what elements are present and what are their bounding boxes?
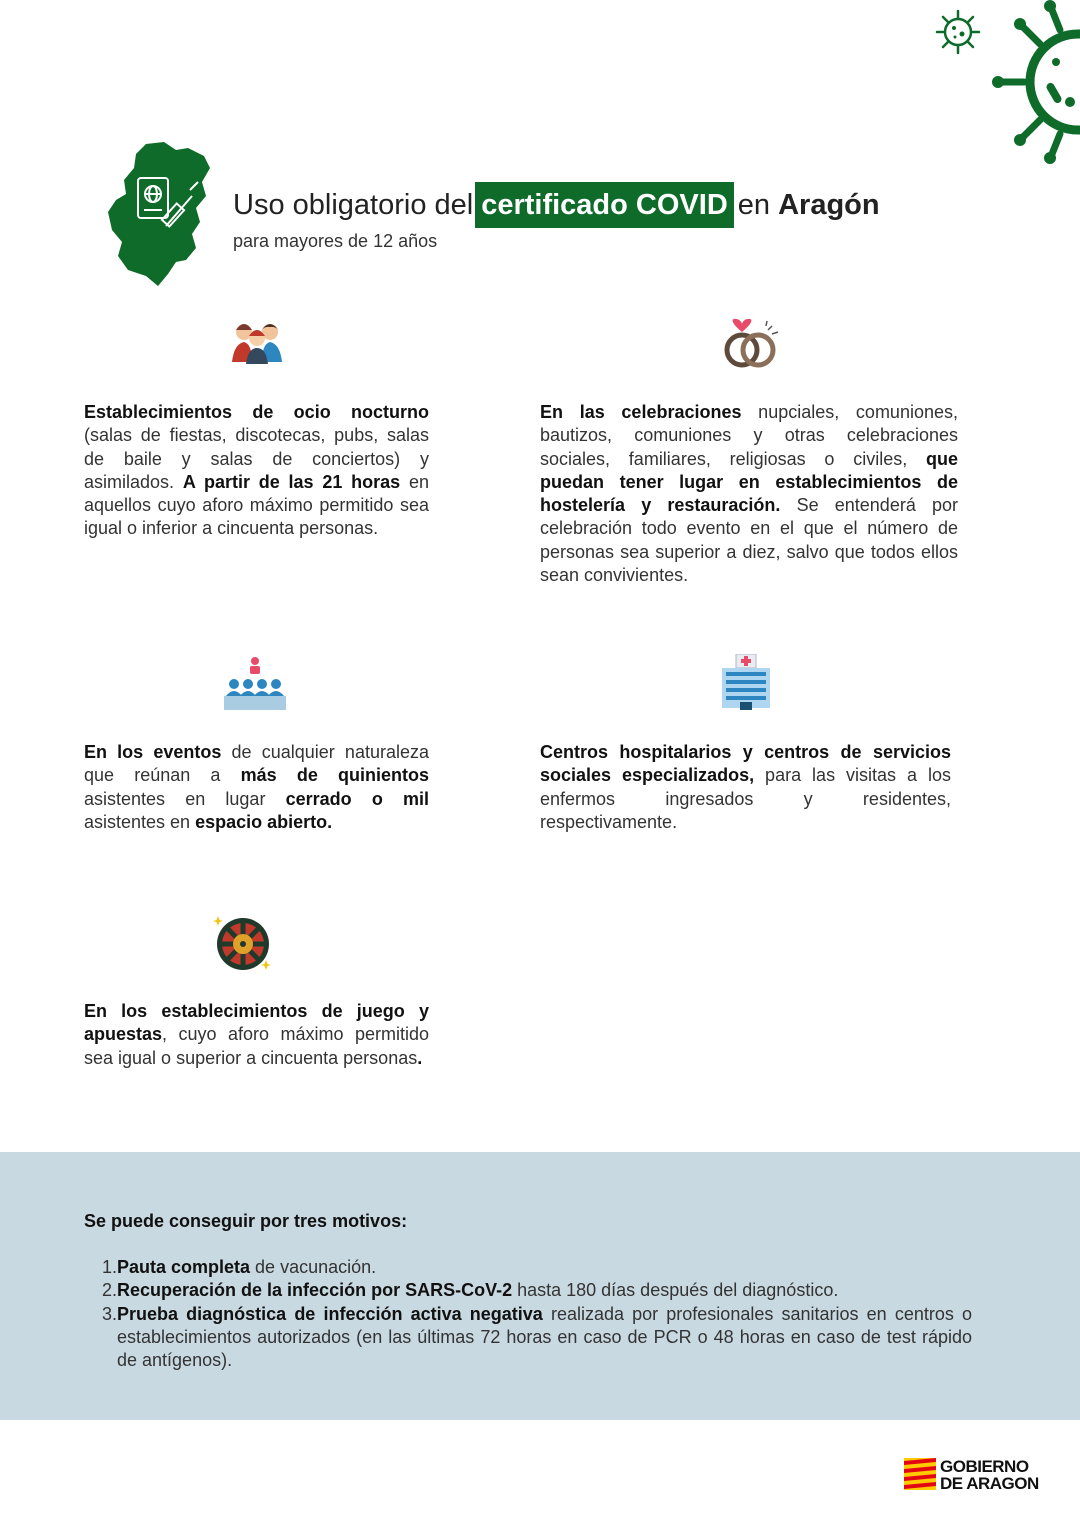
list-item: 3. Prueba diagnóstica de infección activa negativa realizada por profesionales sanitarios en centros o establecimientos autorizados (en las últimas 72 horas en caso de PCR o 48 horas en caso de test rápido de antígenos). bbox=[102, 1303, 972, 1371]
list-item: 2. Recuperación de la infección por SARS-CoV-2 hasta 180 días después del diagnóstico. bbox=[102, 1280, 839, 1301]
title-highlight: certificado COVID bbox=[475, 182, 734, 228]
wedding-rings-icon bbox=[722, 318, 782, 370]
roulette-icon bbox=[212, 914, 274, 974]
section-celebraciones: En las celebraciones nupciales, comuniones, bautizos, comuniones y otras celebraciones sociales, familiares, religiosas o civiles, que puedan tener lugar en establecimientos de hostelería y restauración. Se entenderá por celebración todo evento en el que el número de personas sea superior a diez, salvo que todos ellos sean convivientes. bbox=[540, 402, 959, 586]
motivos-list bbox=[102, 1256, 972, 1372]
page-title: Uso obligatorio del certificado COVID en Aragón bbox=[233, 182, 880, 228]
aragon-flag-icon bbox=[904, 1458, 936, 1490]
aragon-map-icon bbox=[106, 138, 212, 288]
section-ocio-nocturno: Establecimientos de ocio nocturno (salas de fiestas, discotecas, pubs, salas de baile y salas de conciertos) y asimilados. A partir de las 21 horas en aquellos cuyo aforo máximo permitido sea igual o inferior a cincuenta personas. bbox=[84, 402, 429, 539]
page-subtitle: para mayores de 12 años bbox=[233, 231, 438, 251]
hospital-icon bbox=[718, 654, 774, 712]
list-item: 1. Pauta completa de vacunación. bbox=[102, 1257, 377, 1277]
gobierno-aragon-logo: GOBIERNO DE ARAGON bbox=[940, 1457, 1039, 1493]
people-group-icon bbox=[230, 318, 284, 364]
virus-small-icon bbox=[934, 8, 982, 56]
audience-icon bbox=[224, 656, 286, 710]
section-eventos: En los eventos de cualquier naturaleza que reúnan a más de quinientos asistentes en lugar cerrado o mil asistentes en espacio abierto. bbox=[84, 742, 430, 832]
section-juego: En los establecimientos de juego y apuestas, cuyo aforo máximo permitido sea igual o superior a cincuenta personas. bbox=[84, 1001, 429, 1068]
motivos-title: Se puede conseguir por tres motivos: bbox=[84, 1211, 408, 1231]
virus-large-icon bbox=[990, 0, 1080, 170]
title-region: Aragón bbox=[778, 189, 880, 221]
section-hospitales: Centros hospitalarios y centros de servicios sociales especializados, para las visitas a los enfermos ingresados y residentes, respectivamente. bbox=[540, 742, 951, 832]
